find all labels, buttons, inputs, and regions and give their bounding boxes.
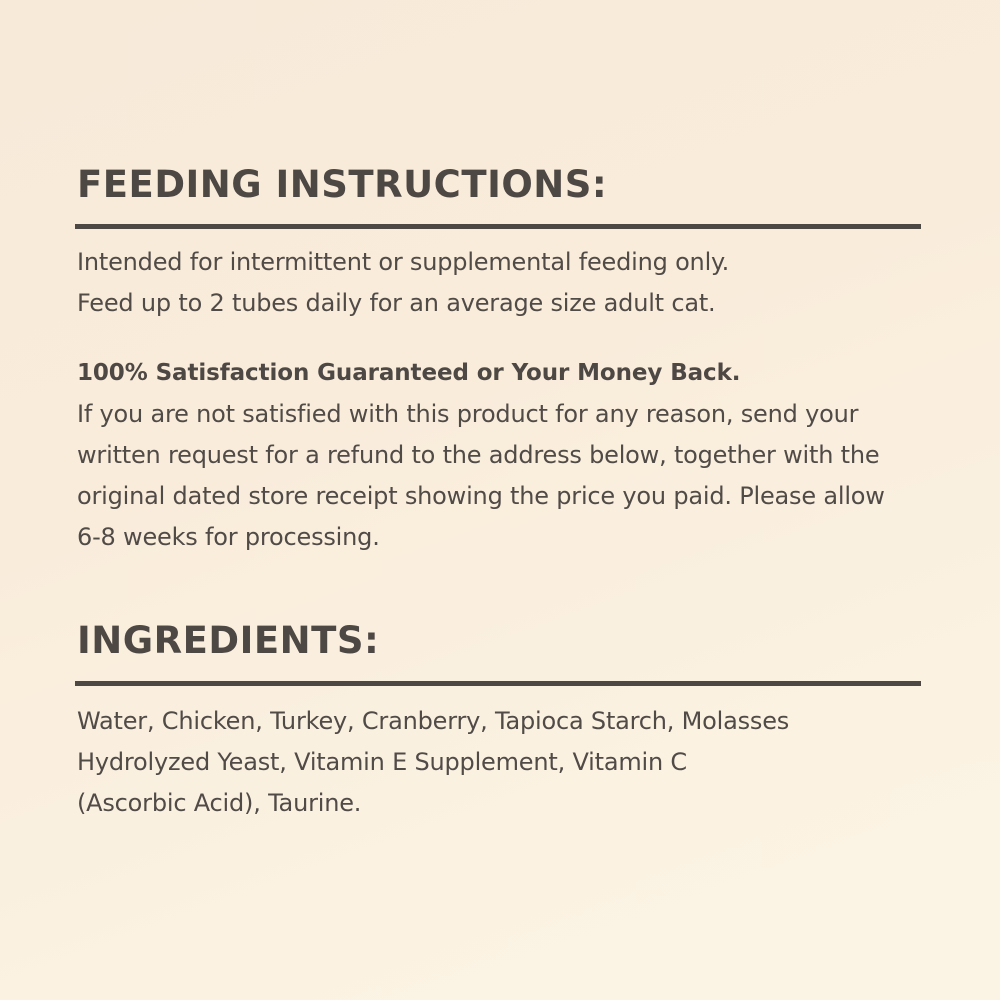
ingredients-text [77,701,927,824]
guarantee-line: 6-8 weeks for processing. [77,523,380,551]
ingredients-section-divider [75,681,921,686]
guarantee-text [77,353,927,558]
guarantee-headline: 100% Satisfaction Guaranteed or Your Money Back. [77,360,741,386]
feeding-line: Feed up to 2 tubes daily for an average size adult cat. [77,289,716,317]
feeding-section-divider [75,224,921,229]
ingredients-heading: INGREDIENTS: [77,619,380,662]
ingredients-line: Water, Chicken, Turkey, Cranberry, Tapioca Starch, Molasses [77,707,790,735]
feeding-instructions-heading: FEEDING INSTRUCTIONS: [77,163,608,206]
guarantee-line: original dated store receipt showing the price you paid. Please allow [77,482,885,510]
guarantee-line: If you are not satisfied with this product for any reason, send your [77,400,859,428]
ingredients-line: (Ascorbic Acid), Taurine. [77,789,362,817]
guarantee-line: written request for a refund to the address below, together with the [77,441,880,469]
feeding-line: Intended for intermittent or supplemental feeding only. [77,248,730,276]
ingredients-line: Hydrolyzed Yeast, Vitamin E Supplement, Vitamin C [77,748,687,776]
feeding-instructions-text [77,242,927,324]
